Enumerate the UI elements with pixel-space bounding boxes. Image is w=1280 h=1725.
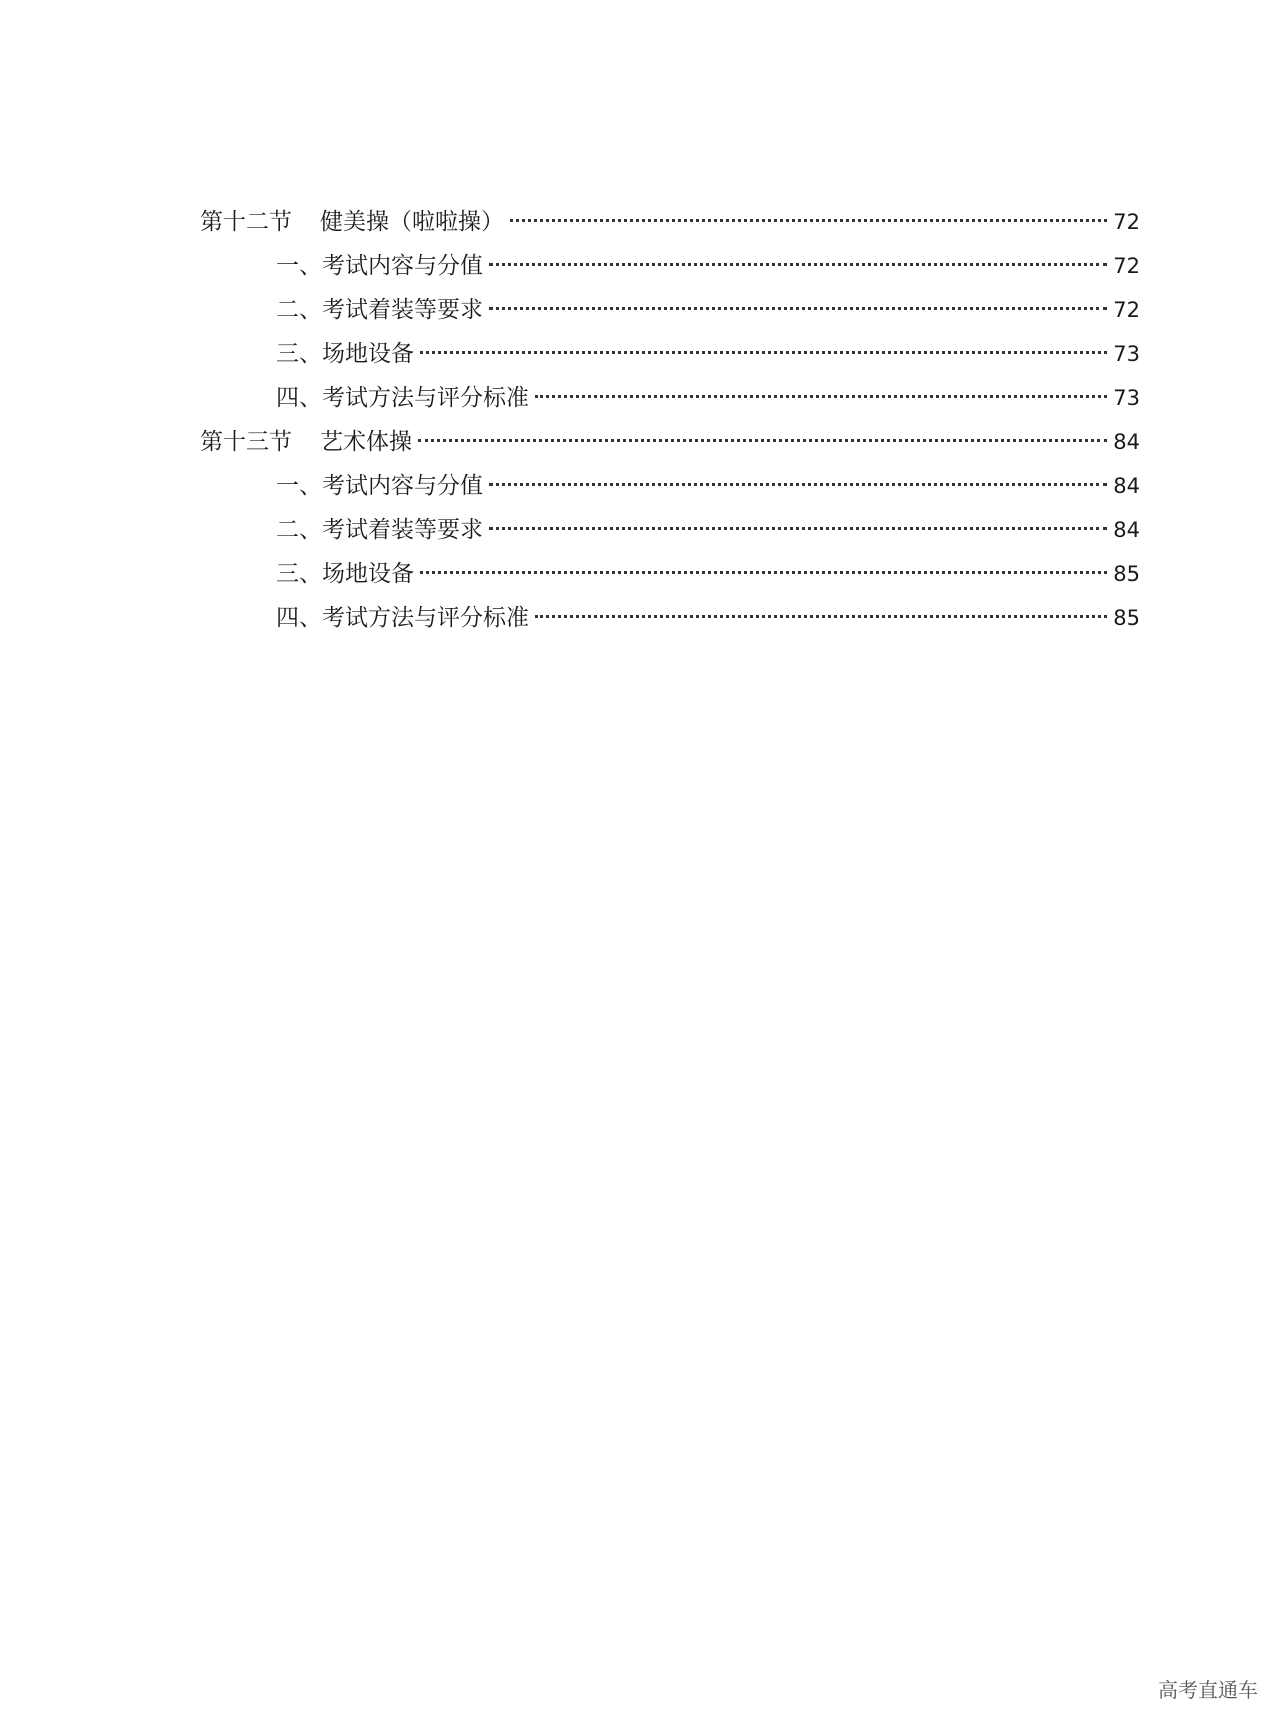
toc-entry[interactable] <box>200 508 1140 552</box>
page-number: 72 <box>1113 254 1140 278</box>
dot-leader <box>489 483 1107 486</box>
subsection-title: 一、考试内容与分值 <box>276 473 483 499</box>
subsection-title: 四、考试方法与评分标准 <box>276 605 529 631</box>
section-number: 第十三节 <box>200 429 292 455</box>
table-of-contents <box>200 200 1140 640</box>
section-number: 第十二节 <box>200 209 292 235</box>
dot-leader <box>489 307 1107 310</box>
page-number: 73 <box>1113 386 1140 410</box>
dot-leader <box>418 439 1107 442</box>
dot-leader <box>510 219 1107 222</box>
toc-entry[interactable] <box>200 376 1140 420</box>
toc-entry[interactable] <box>200 596 1140 640</box>
toc-entry[interactable] <box>200 552 1140 596</box>
dot-leader <box>489 527 1107 530</box>
dot-leader <box>420 571 1107 574</box>
dot-leader <box>535 395 1107 398</box>
subsection-title: 二、考试着装等要求 <box>276 297 483 323</box>
dot-leader <box>535 615 1107 618</box>
toc-entry[interactable] <box>200 420 1140 464</box>
page-number: 72 <box>1113 210 1140 234</box>
section-title: 健美操（啦啦操） <box>320 209 504 235</box>
toc-entry[interactable] <box>200 332 1140 376</box>
page-number: 84 <box>1113 430 1140 454</box>
page-number: 72 <box>1113 298 1140 322</box>
toc-entry[interactable] <box>200 288 1140 332</box>
subsection-title: 三、场地设备 <box>276 341 414 367</box>
toc-entry[interactable] <box>200 464 1140 508</box>
subsection-title: 三、场地设备 <box>276 561 414 587</box>
page-number: 84 <box>1113 518 1140 542</box>
dot-leader <box>489 263 1107 266</box>
page-number: 73 <box>1113 342 1140 366</box>
toc-entry[interactable] <box>200 200 1140 244</box>
watermark: 高考直通车 <box>1158 1678 1258 1702</box>
page-number: 85 <box>1113 606 1140 630</box>
subsection-title: 二、考试着装等要求 <box>276 517 483 543</box>
page-number: 85 <box>1113 562 1140 586</box>
dot-leader <box>420 351 1107 354</box>
section-title: 艺术体操 <box>320 429 412 455</box>
subsection-title: 四、考试方法与评分标准 <box>276 385 529 411</box>
page-number: 84 <box>1113 474 1140 498</box>
subsection-title: 一、考试内容与分值 <box>276 253 483 279</box>
toc-entry[interactable] <box>200 244 1140 288</box>
